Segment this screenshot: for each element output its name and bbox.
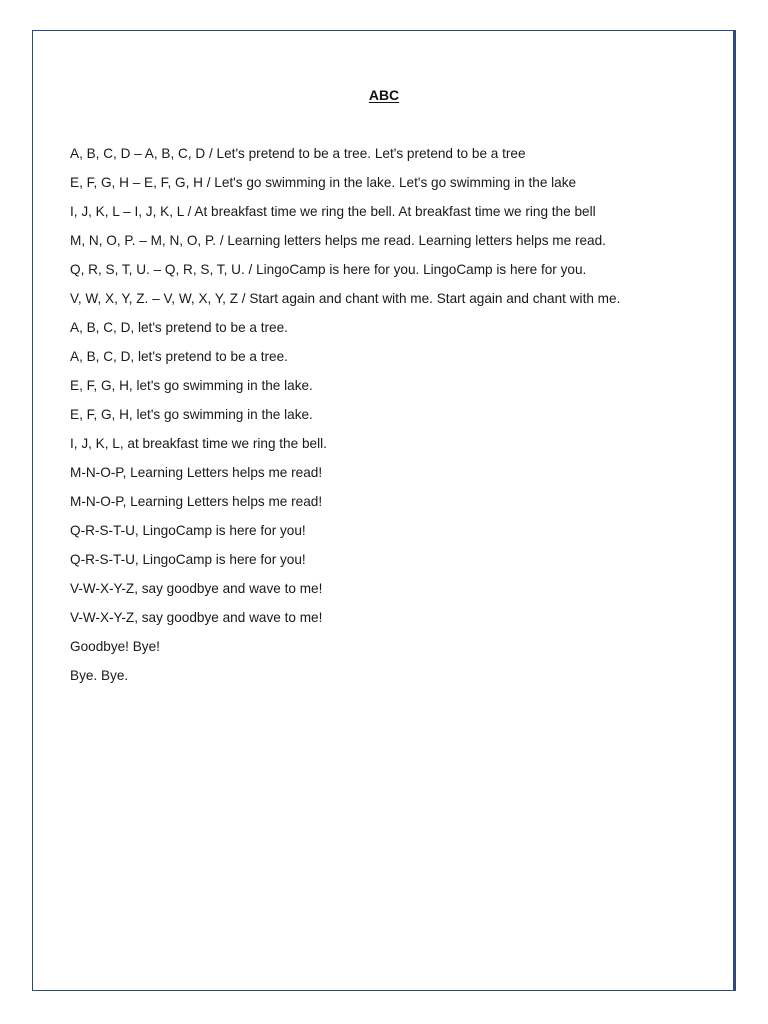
lyric-line: I, J, K, L, at breakfast time we ring the bell.	[70, 436, 327, 451]
lyrics-list	[70, 144, 730, 695]
lyric-line: M-N-O-P, Learning Letters helps me read!	[70, 494, 323, 509]
lyric-line: A, B, C, D – A, B, C, D / Let's pretend to be a tree. Let's pretend to be a tree	[70, 146, 526, 161]
lyric-line: Bye. Bye.	[70, 668, 129, 683]
lyric-line: E, F, G, H – E, F, G, H / Let's go swimming in the lake. Let's go swimming in the lake	[70, 175, 577, 190]
lyric-line: Goodbye! Bye!	[70, 639, 160, 654]
lyric-line: E, F, G, H, let's go swimming in the lake.	[70, 378, 313, 393]
lyric-line: I, J, K, L – I, J, K, L / At breakfast time we ring the bell. At breakfast time we ring the bell	[70, 204, 596, 219]
lyric-line: M, N, O, P. – M, N, O, P. / Learning letters helps me read. Learning letters helps me read.	[70, 233, 606, 248]
lyric-line: E, F, G, H, let's go swimming in the lake.	[70, 407, 313, 422]
lyric-line: V, W, X, Y, Z. – V, W, X, Y, Z / Start again and chant with me. Start again and chant with me.	[70, 291, 621, 306]
lyric-line: V-W-X-Y-Z, say goodbye and wave to me!	[70, 610, 323, 625]
lyric-line: Q-R-S-T-U, LingoCamp is here for you!	[70, 523, 306, 538]
lyric-line: A, B, C, D, let's pretend to be a tree.	[70, 349, 288, 364]
lyric-line: Q-R-S-T-U, LingoCamp is here for you!	[70, 552, 306, 567]
document-title: ABC	[368, 87, 400, 103]
lyric-line: V-W-X-Y-Z, say goodbye and wave to me!	[70, 581, 323, 596]
lyric-line: Q, R, S, T, U. – Q, R, S, T, U. / LingoCamp is here for you. LingoCamp is here for you.	[70, 262, 587, 277]
lyric-line: M-N-O-P, Learning Letters helps me read!	[70, 465, 323, 480]
lyric-line: A, B, C, D, let's pretend to be a tree.	[70, 320, 288, 335]
